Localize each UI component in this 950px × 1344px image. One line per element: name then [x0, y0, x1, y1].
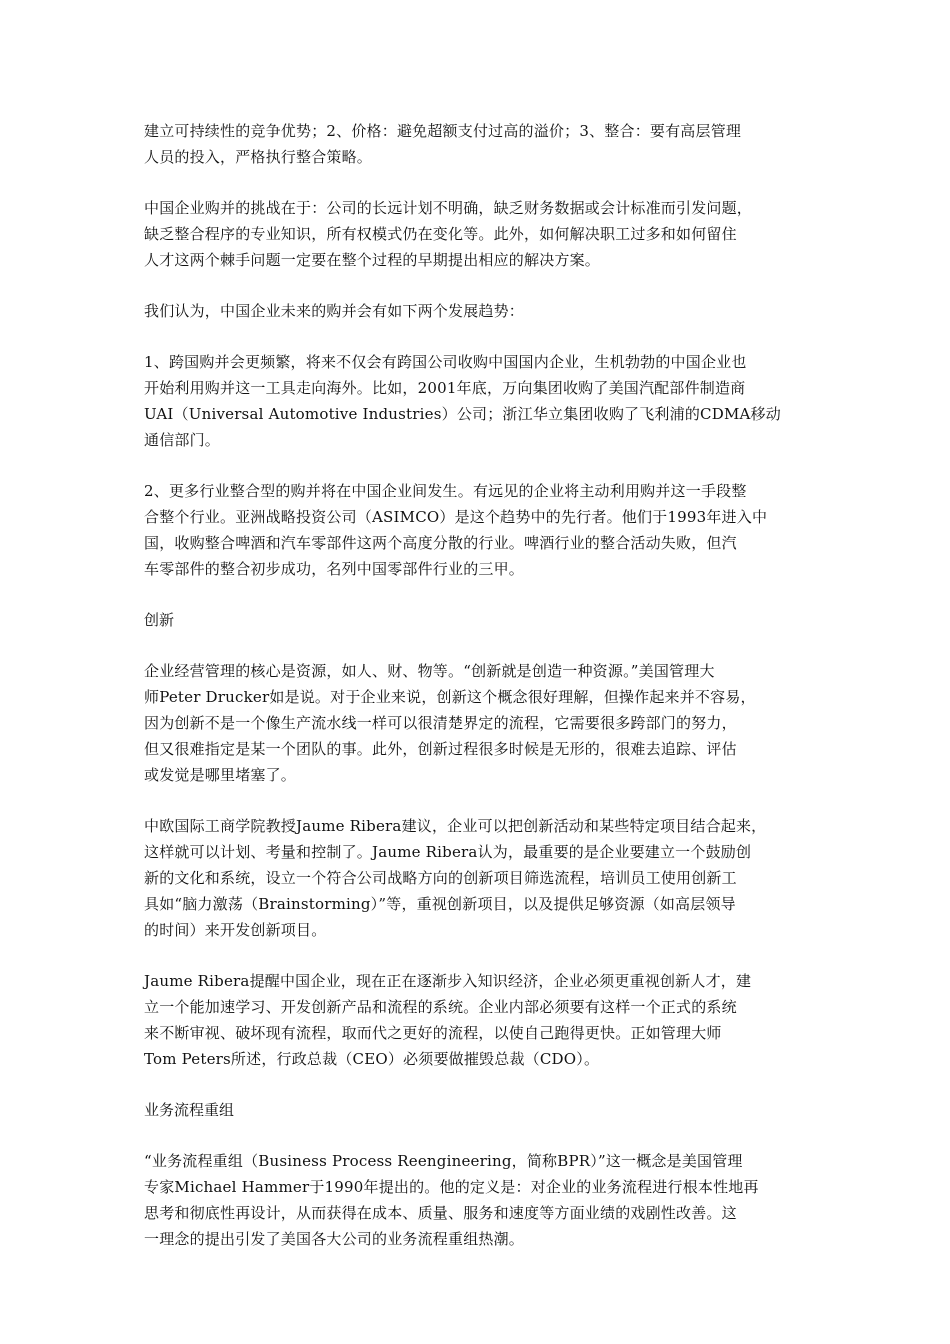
paragraph-trend-cross-border [144, 349, 812, 453]
text-line: 人员的投入，严格执行整合策略。 [144, 148, 373, 166]
text-line: 车零部件的整合初步成功，名列中国零部件行业的三甲。 [144, 560, 525, 578]
text-line: 开始利用购并这一工具走向海外。比如，2001年底，万向集团收购了美国汽配部件制造商 [144, 379, 746, 397]
text-line: “业务流程重组（Business Process Reengineering，简称BPR）”这一概念是美国管理 [144, 1152, 743, 1170]
text-line: 思考和彻底性再设计，从而获得在成本、质量、服务和速度等方面业绩的戏剧性改善。这 [144, 1204, 737, 1222]
document-page [144, 118, 812, 1277]
text-line: 通信部门。 [144, 431, 221, 449]
paragraph-innovation-core [144, 658, 812, 788]
text-line: 的时间）来开发创新项目。 [144, 921, 327, 939]
text-line: 我们认为，中国企业未来的购并会有如下两个发展趋势： [144, 302, 525, 320]
heading-text: 业务流程重组 [144, 1101, 235, 1119]
text-line: 立一个能加速学习、开发创新产品和流程的系统。企业内部必须要有这样一个正式的系统 [144, 998, 737, 1016]
paragraph-china-ma-challenges [144, 195, 812, 273]
text-line: 缺乏整合程序的专业知识，所有权模式仍在变化等。此外，如何解决职工过多和如何留住 [144, 225, 737, 243]
text-line: 但又很难指定是某一个团队的事。此外，创新过程很多时候是无形的，很难去追踪、评估 [144, 740, 737, 758]
text-line: 人才这两个棘手问题一定要在整个过程的早期提出相应的解决方案。 [144, 251, 601, 269]
text-line: 1、跨国购并会更频繁，将来不仅会有跨国公司收购中国国内企业，生机勃勃的中国企业也 [144, 353, 747, 371]
paragraph-trend-industry-consolidation [144, 478, 812, 582]
text-line: 师Peter Drucker如是说。对于企业来说，创新这个概念很好理解，但操作起来并不容易， [144, 688, 756, 706]
text-line: 建立可持续性的竞争优势；2、价格：避免超额支付过高的溢价；3、整合：要有高层管理 [144, 122, 742, 140]
paragraph-competition-factors [144, 118, 812, 170]
text-line: 合整个行业。亚洲战略投资公司（ASIMCO）是这个趋势中的先行者。他们于1993年进入中 [144, 508, 768, 526]
text-line: 企业经营管理的核心是资源，如人、财、物等。“创新就是创造一种资源。”美国管理大 [144, 662, 715, 680]
paragraph-trends-intro [144, 298, 812, 324]
text-line: 2、更多行业整合型的购并将在中国企业间发生。有远见的企业将主动利用购并这一手段整 [144, 482, 747, 500]
section-heading-innovation [144, 607, 812, 633]
text-line: 专家Michael Hammer于1990年提出的。他的定义是：对企业的业务流程进行根本性地再 [144, 1178, 759, 1196]
text-line: 新的文化和系统，设立一个符合公司战略方向的创新项目筛选流程，培训员工使用创新工 [144, 869, 737, 887]
text-line: 中欧国际工商学院教授Jaume Ribera建议，企业可以把创新活动和某些特定项目结合起来， [144, 817, 767, 835]
text-line: 来不断审视、破坏现有流程，取而代之更好的流程，以使自己跑得更快。正如管理大师 [144, 1024, 722, 1042]
text-line: 这样就可以计划、考量和控制了。Jaume Ribera认为，最重要的是企业要建立一个鼓励创 [144, 843, 752, 861]
text-line: 中国企业购并的挑战在于：公司的长远计划不明确，缺乏财务数据或会计标准而引发问题， [144, 199, 753, 217]
text-line: 或发觉是哪里堵塞了。 [144, 766, 297, 784]
text-line: UAI（Universal Automotive Industries）公司；浙江华立集团收购了飞利浦的CDMA移动 [144, 405, 781, 423]
paragraph-ribera-suggestion [144, 813, 812, 943]
text-line: 一理念的提出引发了美国各大公司的业务流程重组热潮。 [144, 1230, 525, 1248]
text-line: 具如“脑力激荡（Brainstorming）”等，重视创新项目，以及提供足够资源（如高层领导 [144, 895, 736, 913]
text-line: Jaume Ribera提醒中国企业，现在正在逐渐步入知识经济，企业必须更重视创新人才，建 [144, 972, 752, 990]
text-line: 因为创新不是一个像生产流水线一样可以很清楚界定的流程，它需要很多跨部门的努力， [144, 714, 737, 732]
section-heading-bpr [144, 1097, 812, 1123]
heading-text: 创新 [144, 611, 175, 629]
text-line: Tom Peters所述，行政总裁（CEO）必须要做摧毁总裁（CDO）。 [144, 1050, 600, 1068]
paragraph-ribera-reminder [144, 968, 812, 1072]
paragraph-bpr-definition [144, 1148, 812, 1252]
text-line: 国，收购整合啤酒和汽车零部件这两个高度分散的行业。啤酒行业的整合活动失败，但汽 [144, 534, 737, 552]
